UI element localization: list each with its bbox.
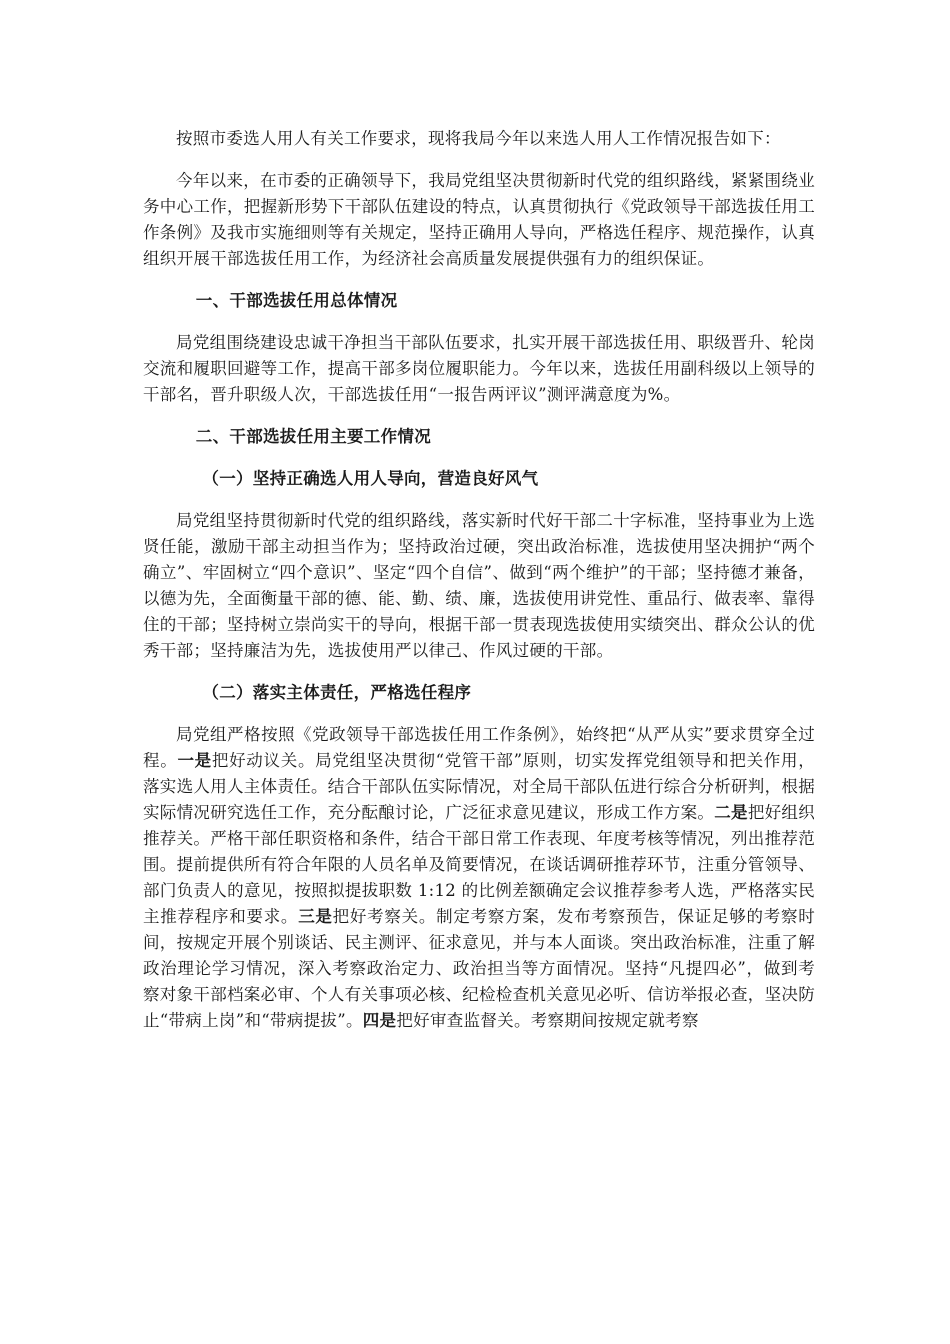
subsection-2-text-e: 把好审查监督关。考察期间按规定就考察 <box>396 1011 699 1030</box>
subsection-2-text-b: 把好动议关。局党组坚决贯彻“党管干部”原则，切实发挥党组领导和把关作用，落实选人用人主体责任。结合干部队伍实际情况，对全局干部队伍进行综合分析研判，根据实际情况研究选任工作，充分酝酿讨论，广泛征求意见建议，形成工作方案。 <box>143 751 816 822</box>
key-point-4: 四是 <box>362 1011 397 1030</box>
section-2-heading: 二、干部选拔任用主要工作情况 <box>195 427 431 446</box>
subsection-2-text-d: 把好考察关。制定考察方案，发布考察预告，保证足够的考察时间，按规定开展个别谈话、民主测评、征求意见，并与本人面谈。突出政治标准，注重了解政治理论学习情况，深入考察政治定力、政治担当等方面情况。坚持“凡提四必”，做到考察对象干部档案必审、个人有关事项必核、纪检检查机关意见必听、信访举报必查，坚决防止“带病上岗”和“带病提拔”。 <box>143 907 815 1030</box>
intro-paragraph: 按照市委选人用人有关工作要求，现将我局今年以来选人用人工作情况报告如下： <box>176 129 781 148</box>
key-point-3: 三是 <box>298 907 333 926</box>
subsection-1-heading: （一）坚持正确选人用人导向，营造良好风气 <box>202 469 539 488</box>
document-body <box>143 126 815 1034</box>
subsection-2-heading: （二）落实主体责任，严格选任程序 <box>202 683 472 702</box>
subsection-2-paragraph <box>143 722 815 1034</box>
key-point-1: 一是 <box>177 751 212 770</box>
section-1-heading: 一、干部选拔任用总体情况 <box>195 291 398 310</box>
overview-paragraph: 今年以来，在市委的正确领导下，我局党组坚决贯彻新时代党的组织路线，紧紧围绕业务中心工作，把握新形势下干部队伍建设的特点，认真贯彻执行《党政领导干部选拔任用工作条例》及我市实施细则等有关规定，坚持正确用人导向，严格选任程序、规范操作，认真组织开展干部选拔任用工作，为经济社会高质量发展提供强有力的组织保证。 <box>143 171 815 268</box>
subsection-1-paragraph: 局党组坚持贯彻新时代党的组织路线，落实新时代好干部二十字标准，坚持事业为上选贤任能，激励干部主动担当作为；坚持政治过硬，突出政治标准，选拔使用坚决拥护“两个确立”、牢固树立“四个意识”、坚定“四个自信”、做到“两个维护”的干部；坚持德才兼备，以德为先，全面衡量干部的德、能、勤、绩、廉，选拔使用讲党性、重品行、做表率、靠得住的干部；坚持树立崇尚实干的导向，根据干部一贯表现选拔使用实绩突出、群众公认的优秀干部；坚持廉洁为先，选拔使用严以律己、作风过硬的干部。 <box>143 511 815 660</box>
subsection-2-text-c: 把好组织推荐关。严格干部任职资格和条件，结合干部日常工作表现、年度考核等情况，列出推荐范围。提前提供所有符合年限的人员名单及简要情况，在谈话调研推荐环节，注重分管领导、部门负责人的意见，按照拟提拔职数 1:12 的比例差额确定会议推荐参考人选，严格落实民主推荐程序和要求。 <box>143 803 816 926</box>
section-1-paragraph: 局党组围绕建设忠诚干净担当干部队伍要求，扎实开展干部选拔任用、职级晋升、轮岗交流和履职回避等工作，提高干部多岗位履职能力。今年以来，选拔任用副科级以上领导的干部名，晋升职级人次，干部选拔任用“一报告两评议”测评满意度为%。 <box>143 333 815 404</box>
subsection-2-text-a: 局党组严格按照《党政领导干部选拔任用工作条例》，始终把“从严从实”要求贯穿全过程。 <box>143 725 815 770</box>
key-point-2: 二是 <box>714 803 748 822</box>
